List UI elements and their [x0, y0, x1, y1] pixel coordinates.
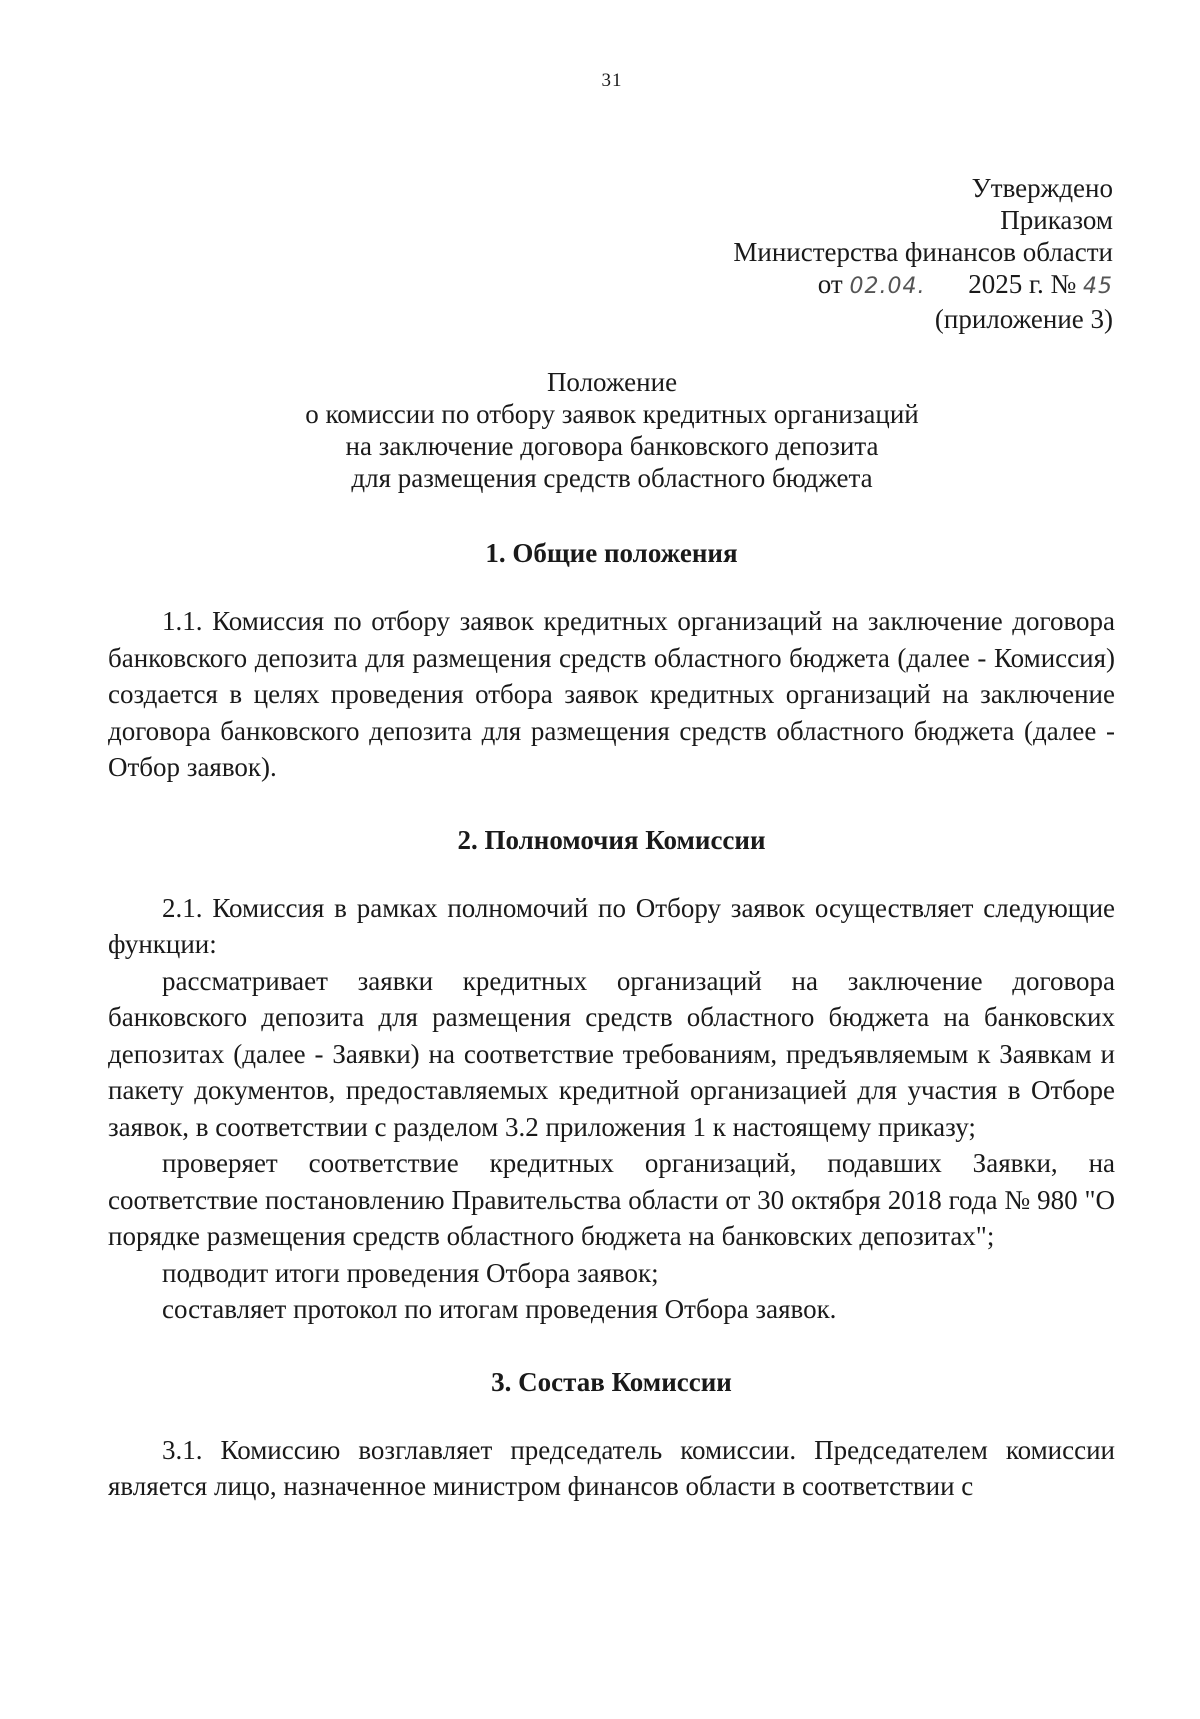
document-body	[108, 535, 1115, 1505]
paragraph-2-1-item-4: составляет протокол по итогам проведения Отбора заявок.	[162, 1294, 837, 1324]
section-1-heading: 1. Общие положения	[485, 538, 738, 568]
approval-line-date	[733, 268, 1113, 303]
approval-line-appendix: (приложение 3)	[934, 304, 1113, 334]
approval-line-order: Приказом	[1000, 205, 1113, 235]
title-line-3: на заключение договора банковского депозита	[345, 431, 879, 461]
page-number: 31	[601, 70, 623, 91]
title-line-2: о комиссии по отбору заявок кредитных организаций	[305, 399, 919, 429]
paragraph-1-1: 1.1. Комиссия по отбору заявок кредитных организаций на заключение договора банковского депозита для размещения средств областного бюджета (далее - Комиссия) создается в целях проведения отбора заявок кредитных организаций на заключение договора банковского депозита для размещения средств областного бюджета (далее - Отбор заявок).	[108, 606, 1115, 782]
approval-stamp-block	[733, 172, 1113, 335]
paragraph-3-1: 3.1. Комиссию возглавляет председатель комиссии. Председателем комиссии является лицо, назначенное министром финансов области в соответствии с	[108, 1434, 1115, 1501]
paragraph-2-1-item-2: проверяет соответствие кредитных организаций, подавших Заявки, на соответствие постановлению Правительства области от 30 октября 2018 года № 980 "О порядке размещения средств областного бюджета на банковских депозитах";	[108, 1148, 1115, 1251]
section-3-heading: 3. Состав Комиссии	[491, 1366, 732, 1397]
title-line-4: для размещения средств областного бюджета	[351, 463, 873, 493]
paragraph-2-1: 2.1. Комиссия в рамках полномочий по Отбору заявок осуществляет следующие функции:	[108, 892, 1115, 959]
approval-line-approved: Утверждено	[971, 173, 1113, 203]
paragraph-2-1-item-1: рассматривает заявки кредитных организаций на заключение договора банковского депозита для размещения средств областного бюджета на банковских депозитах (далее - Заявки) на соответствие требованиям, предъявляемым к Заявкам и пакету документов, предоставляемых кредитной организацией для участия в Отборе заявок, в соответствии с разделом 3.2 приложения 1 к настоящему приказу;	[108, 965, 1115, 1142]
document-title	[0, 366, 1200, 494]
title-line-1: Положение	[546, 367, 678, 397]
date-prefix: от	[817, 269, 843, 299]
approval-line-ministry: Министерства финансов области	[733, 237, 1113, 267]
handwritten-order-number: 45	[1083, 274, 1113, 299]
section-2-heading: 2. Полномочия Комиссии	[457, 824, 766, 855]
handwritten-date: 02.04.	[849, 274, 926, 299]
paragraph-2-1-item-3: подводит итоги проведения Отбора заявок;	[162, 1257, 659, 1288]
year-number-label: 2025 г. №	[968, 269, 1077, 299]
